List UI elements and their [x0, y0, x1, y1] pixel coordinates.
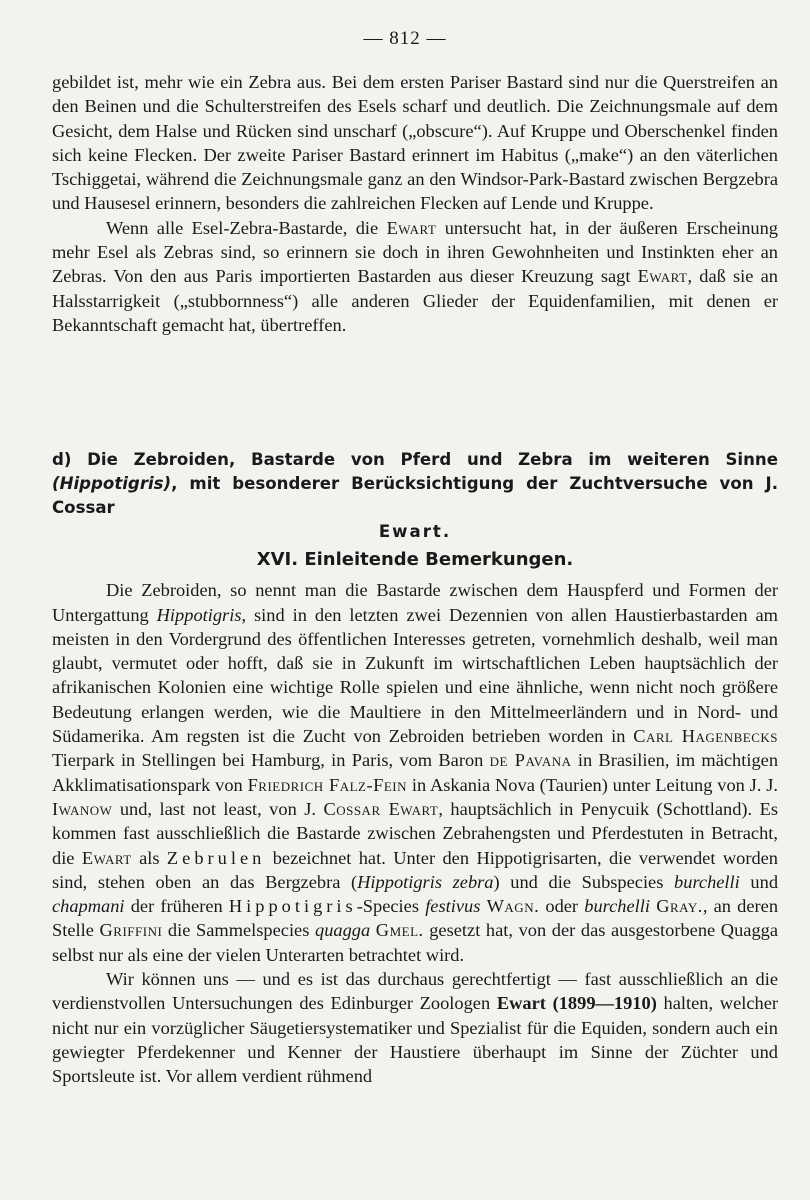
person-name: Griffini	[99, 920, 163, 941]
paragraph	[52, 578, 778, 967]
text: gesetzt hat, von der das ausgestorbene Quagga selbst nur als eine der vielen Unterarten betrachtet wird.	[52, 920, 779, 965]
page-number: — 812 —	[363, 28, 447, 49]
italic-term: burchelli	[674, 871, 740, 892]
person-name: Cossar Ewart	[323, 798, 439, 819]
text: bezeichnet hat. Unter den Hippotigrisarten, die verwendet worden sind, stehen oben an das Bergzebra (	[52, 847, 779, 892]
heading-text: d) Die Zebroiden, Bastarde von Pferd und Zebra im weiteren Sinne	[52, 450, 778, 469]
text: , hauptsächlich in Penycuik (Schottland). Es kommen fast ausschließlich die Bastarde zwischen Zebrahengsten und Pferdestuten in Betracht, die	[52, 798, 778, 868]
heading-text: Ewart.	[378, 522, 452, 541]
text: und, last not least, von J.	[112, 798, 324, 819]
italic-term: Hippotigris zebra	[357, 871, 494, 892]
author-name: Ewart	[386, 217, 437, 238]
italic-term: burchelli	[584, 896, 650, 917]
text: , daß sie an Halsstarrigkeit („stubbornness“) alle anderen Glieder der Equidenfamilien, mit denen er Bekanntschaft gemacht hat, übertreffen.	[52, 266, 778, 335]
person-name: Gray.	[656, 896, 703, 917]
text: Die Zebroiden, so nennt man die Bastarde zwischen dem Hauspferd und Formen der Untergattung	[52, 580, 778, 625]
section-heading	[52, 448, 778, 544]
person-name: Carl Hagenbecks	[633, 726, 778, 747]
person-name: de Pavana	[489, 750, 572, 771]
author-name: Ewart	[637, 266, 688, 287]
person-name: Ewart	[81, 847, 132, 868]
text: gebildet ist, mehr wie ein Zebra aus. Bei dem ersten Pariser Bastard sind nur die Querstreifen an den Beinen und die Schulterstreifen des Esels scharf und deutlich. Die Zeichnungsmale auf dem Gesicht, dem Halse und Rücken sind unscharf („obscure“). Auf Kruppe und Oberschenkel finden sich keine Flecken. Der zweite Pariser Bastard erinnert im Habitus („make“) an den väterlichen Tschiggetai, während die Zeichnungsmale ganz an den Windsor-Park-Bastard zwischen Bergzebra und Hausesel erinnern, besonders die zahlreichen Flecken auf Lende und Kruppe.	[52, 72, 778, 214]
bold-name: Ewart (1899—1910)	[496, 993, 657, 1014]
italic-term: chapmani	[52, 896, 125, 917]
text: Wir können uns — und es ist das durchaus gerechtfertigt — fast ausschließlich an die verdienstvollen Untersuchungen des Edinburger Zoologen	[52, 969, 778, 1014]
text: in Brasilien, im mächtigen Akklimatisationspark von	[52, 750, 779, 795]
spaced-term: Zebrulen	[166, 847, 266, 868]
text: als	[131, 847, 167, 868]
chapter-heading: XVI. Einleitende Bemerkungen.	[256, 549, 574, 570]
person-name: Iwanow	[52, 798, 113, 819]
paragraph	[52, 70, 778, 216]
text: ) und die Subspecies	[493, 871, 675, 892]
text: Wenn alle Esel-Zebra-Bastarde, die	[106, 217, 387, 238]
italic-term: Hippotigris	[156, 604, 242, 625]
text: Tierpark in Stellingen bei Hamburg, in Paris, vom Baron	[52, 750, 490, 771]
text: der früheren	[124, 896, 229, 917]
spaced-term: Hippotigris	[228, 896, 357, 917]
text-block-top	[52, 70, 778, 337]
italic-term: quagga	[315, 920, 371, 941]
paragraph	[52, 216, 778, 337]
text: -Species	[356, 896, 426, 917]
text: , an deren Stelle	[52, 896, 779, 941]
person-name: Wagn.	[486, 896, 540, 917]
person-name: Gmel.	[375, 920, 424, 941]
person-name: Friedrich Falz-Fein	[247, 774, 408, 795]
paragraph	[52, 967, 778, 1088]
text-block-section	[52, 448, 778, 1089]
text: die Sammelspecies	[162, 920, 315, 941]
text: oder	[539, 896, 585, 917]
text: in Askania Nova (Taurien) unter Leitung von J. J.	[407, 774, 778, 795]
heading-italic: (Hippotigris)	[52, 474, 172, 493]
heading-text: , mit besonderer Berücksichtigung der Zuchtversuche von J. Cossar	[52, 474, 778, 517]
text: halten, welcher nicht nur ein vorzüglicher Säugetiersystematiker und Spezialist für die Equiden, sondern auch ein gewiegter Pferdekenner und Kenner der Haustiere überhaupt im Sinne der Züchter und Sportsleute ist. Vor allem verdient rühmend	[52, 993, 778, 1087]
text: untersucht hat, in der äußeren Erscheinung mehr Esel als Zebras sind, so erinnern sie doch in ihren Gewohnheiten und Instinkten eher an Zebras. Von den aus Paris importierten Bastarden aus dieser Kreuzung sagt	[52, 217, 779, 287]
italic-term: festivus	[425, 896, 481, 917]
text: und	[739, 871, 779, 892]
text: , sind in den letzten zwei Dezennien von allen Haustierbastarden am meisten in den Vordergrund des öffentlichen Interesses getreten, vornehmlich deshalb, weil man glaubt, vermutet oder hofft, daß sie in Zukunft im wirtschaftlichen Leben hauptsächlich der afrikanischen Kolonien eine wichtige Rolle spielen und eine ähnliche, wenn nicht noch größere Bedeutung erlangen werden, wie die Maultiere in den Mittelmeerländern und in Nord- und Südamerika. Am regsten ist die Zucht von Zebroiden betrieben worden in	[52, 604, 778, 747]
